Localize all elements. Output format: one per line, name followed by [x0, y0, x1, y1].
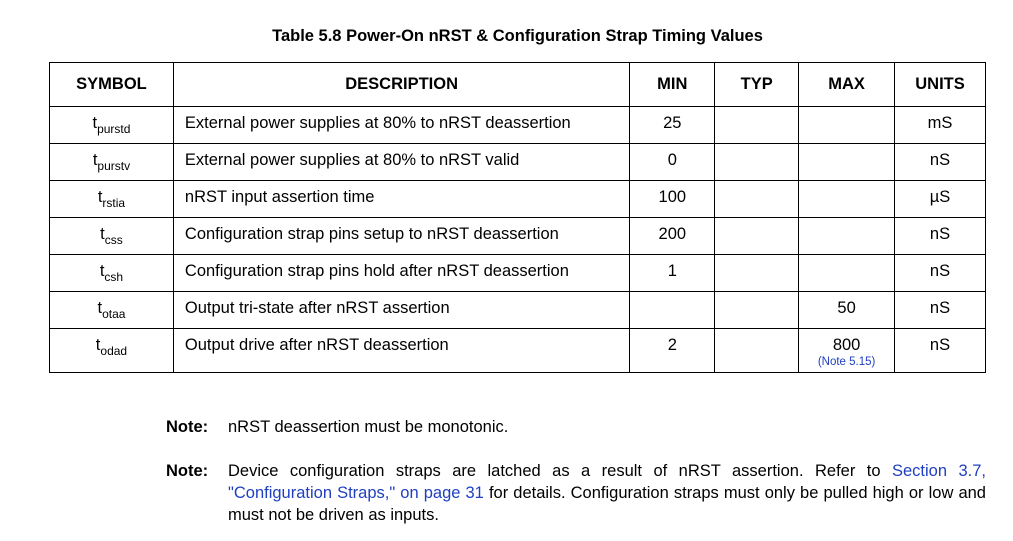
max-cell — [799, 107, 895, 144]
min-cell: 25 — [630, 107, 715, 144]
description-cell: Configuration strap pins hold after nRST deassertion — [173, 255, 629, 292]
note-reference-link[interactable]: (Note 5.15) — [817, 356, 876, 368]
table-row — [50, 144, 986, 181]
typ-cell — [715, 218, 799, 255]
min-cell — [630, 292, 715, 329]
table-row — [50, 107, 986, 144]
description-cell: Configuration strap pins setup to nRST deassertion — [173, 218, 629, 255]
units-cell: nS — [895, 255, 986, 292]
description-cell: nRST input assertion time — [173, 181, 629, 218]
symbol-cell: $t_{csh}$ — [50, 255, 174, 292]
min-cell: 2 — [630, 329, 715, 373]
symbol-cell: $t_{purstd}$ — [50, 107, 174, 144]
table-header-row — [50, 63, 986, 107]
table-row — [50, 329, 986, 373]
units-cell: mS — [895, 107, 986, 144]
description-cell: External power supplies at 80% to nRST valid — [173, 144, 629, 181]
symbol-cell: $t_{purstv}$ — [50, 144, 174, 181]
units-cell: nS — [895, 329, 986, 373]
max-cell — [799, 329, 895, 373]
typ-cell — [715, 107, 799, 144]
symbol-cell: $t_{odad}$ — [50, 329, 174, 373]
table-row — [50, 181, 986, 218]
min-cell: 100 — [630, 181, 715, 218]
typ-cell — [715, 255, 799, 292]
description-cell: External power supplies at 80% to nRST deassertion — [173, 107, 629, 144]
units-cell: nS — [895, 218, 986, 255]
note-text: Device configuration straps are latched as a result of nRST assertion. Refer to Section 3.7, "Configuration Straps," on page 31 for details. Configuration straps must only be pulled high or low and must not be driven as inputs. — [228, 462, 987, 524]
header-units: UNITS — [895, 63, 986, 107]
typ-cell — [715, 181, 799, 218]
typ-cell — [715, 329, 799, 373]
table-row — [50, 255, 986, 292]
max-value: 800 — [832, 336, 861, 354]
symbol-cell: $t_{otaa}$ — [50, 292, 174, 329]
min-cell: 200 — [630, 218, 715, 255]
units-cell: nS — [895, 292, 986, 329]
max-cell — [799, 255, 895, 292]
section-link[interactable]: Section 3.7, "Configuration Straps," on page 31 — [228, 462, 987, 502]
units-cell: nS — [895, 144, 986, 181]
table-row — [50, 292, 986, 329]
units-cell: µS — [895, 181, 986, 218]
description-cell: Output drive after nRST deassertion — [173, 329, 629, 373]
min-cell: 1 — [630, 255, 715, 292]
max-cell — [799, 181, 895, 218]
header-symbol: SYMBOL — [50, 63, 174, 107]
symbol-cell: $t_{css}$ — [50, 218, 174, 255]
note-label: Note: — [166, 462, 209, 480]
header-description: DESCRIPTION — [173, 63, 629, 107]
note-text: nRST deassertion must be monotonic. — [228, 418, 509, 436]
max-cell — [799, 144, 895, 181]
description-cell: Output tri-state after nRST assertion — [173, 292, 629, 329]
header-typ: TYP — [715, 63, 799, 107]
header-min: MIN — [630, 63, 715, 107]
typ-cell — [715, 292, 799, 329]
header-max: MAX — [799, 63, 895, 107]
typ-cell — [715, 144, 799, 181]
max-cell — [799, 218, 895, 255]
symbol-cell: $t_{rstia}$ — [50, 181, 174, 218]
table-caption: Table 5.8 Power-On nRST & Configuration Strap Timing Values — [272, 27, 763, 45]
table-row — [50, 218, 986, 255]
min-cell: 0 — [630, 144, 715, 181]
note-2 — [166, 460, 986, 526]
note-label: Note: — [166, 418, 209, 436]
max-cell: 50 — [799, 292, 895, 329]
note-1 — [166, 416, 986, 438]
timing-table — [49, 62, 986, 373]
